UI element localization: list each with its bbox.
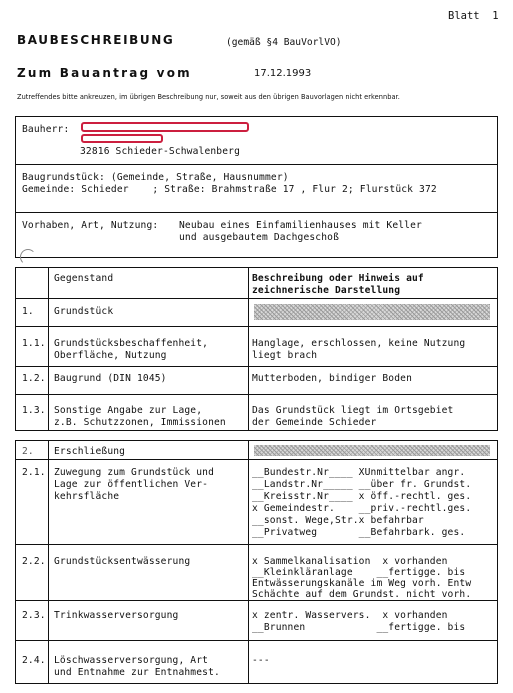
- row-subject: Baugrund (DIN 1045): [54, 373, 167, 384]
- checkbox-line: __Kreisstr.Nr____ x öff.-rechtl. ges.: [252, 491, 472, 502]
- row-subject: Grundstück: [54, 306, 114, 317]
- hatched-field: [254, 445, 490, 456]
- checkbox-line: __Brunnen __fertigge. bis: [252, 622, 466, 633]
- applicant-city: 32816 Schieder-Schwalenberg: [80, 146, 240, 157]
- row-divider: [15, 640, 498, 641]
- row-subject: Erschließung: [54, 446, 126, 457]
- row-number: 2.2.: [22, 556, 46, 567]
- checkbox-line: __Kleinkläranlage __fertigge. bis: [252, 567, 466, 578]
- checkbox-line: x Gemeindestr. __priv.-rechtl.ges.: [252, 503, 472, 514]
- row-subject: Oberfläche, Nutzung: [54, 350, 167, 361]
- row-subject: Grundstücksbeschaffenheit,: [54, 338, 209, 349]
- page-number: Blatt 1: [448, 10, 499, 22]
- row-subject: und Entnahme zur Entnahmest.: [54, 667, 220, 678]
- row-subject: Grundstücksentwässerung: [54, 556, 191, 567]
- row-number: 2.3.: [22, 610, 46, 621]
- plot-details: Gemeinde: Schieder ; Straße: Brahmstraße 17 , Flur 2; Flurstück 372: [22, 184, 437, 195]
- row-number: 1.1.: [22, 338, 46, 349]
- scan-mark: [20, 249, 36, 265]
- plot-label: Baugrundstück: (Gemeinde, Straße, Hausnummer): [22, 172, 289, 183]
- checkbox-line: __Privatweg __Befahrbark. ges.: [252, 527, 466, 538]
- checkbox-line: __Bundestr.Nr____ XUnmittelbar angr.: [252, 467, 466, 478]
- row-subject: Löschwasserversorgung, Art: [54, 655, 209, 666]
- column-header-subject: Gegenstand: [54, 273, 114, 284]
- row-divider: [15, 459, 498, 460]
- applicant-label: Bauherr:: [22, 124, 70, 135]
- column-divider: [48, 267, 49, 431]
- checkbox-line: x zentr. Wasservers. x vorhanden: [252, 610, 448, 621]
- column-header-description-line-2: zeichnerische Darstellung: [252, 285, 401, 296]
- row-description: Schächte auf dem Grundst. nicht vorh.: [252, 589, 472, 600]
- column-divider: [48, 440, 49, 684]
- row-description: der Gemeinde Schieder: [252, 417, 377, 428]
- column-divider: [248, 440, 249, 684]
- row-number: 1.2.: [22, 373, 46, 384]
- row-description: ---: [252, 655, 270, 666]
- row-subject: Trinkwasserversorgung: [54, 610, 179, 621]
- row-subject: Zuwegung zum Grundstück und: [54, 467, 214, 478]
- row-number: 1.3.: [22, 405, 46, 416]
- row-description: Hanglage, erschlossen, keine Nutzung: [252, 338, 466, 349]
- redacted-address: [81, 134, 163, 143]
- column-divider: [248, 267, 249, 431]
- checkbox-line: __sonst. Wege,Str.x befahrbar: [252, 515, 424, 526]
- row-divider: [15, 298, 498, 299]
- row-number: 1.: [22, 306, 34, 317]
- document-title: BAUBESCHREIBUNG: [17, 33, 175, 47]
- row-subject: Sonstige Angabe zur Lage,: [54, 405, 203, 416]
- row-description: liegt brach: [252, 350, 318, 361]
- project-label: Vorhaben, Art, Nutzung:: [22, 220, 159, 231]
- row-divider: [15, 600, 498, 601]
- project-description-line-1: Neubau eines Einfamilienhauses mit Keller: [179, 220, 422, 231]
- application-date: 17.12.1993: [254, 68, 312, 79]
- row-subject: kehrsfläche: [54, 491, 120, 502]
- row-number: 2.4.: [22, 655, 46, 666]
- column-header-description: Beschreibung oder Hinweis auf: [252, 273, 424, 284]
- document-subtitle: Zum Bauantrag vom: [17, 66, 192, 80]
- checkbox-line: x Sammelkanalisation x vorhanden: [252, 556, 448, 567]
- redacted-name: [81, 122, 249, 132]
- divider: [15, 212, 498, 213]
- project-description-line-2: und ausgebautem Dachgeschoß: [179, 232, 339, 243]
- row-subject: z.B. Schutzzonen, Immissionen: [54, 417, 226, 428]
- row-divider: [15, 394, 498, 395]
- row-number: 2.: [22, 446, 34, 457]
- checkbox-line: __Landstr.Nr_____ __über fr. Grundst.: [252, 479, 472, 490]
- hatched-field: [254, 304, 490, 320]
- row-description: Entwässerungskanäle im Weg vorh. Entw: [252, 578, 472, 589]
- row-divider: [15, 544, 498, 545]
- row-number: 2.1.: [22, 467, 46, 478]
- divider: [15, 164, 498, 165]
- row-description: Das Grundstück liegt im Ortsgebiet: [252, 405, 454, 416]
- instruction-text: Zutreffendes bitte ankreuzen, im übrigen Beschreibung nur, soweit aus den übrigen Bauvorlagen nicht erkennbar.: [17, 93, 400, 101]
- row-description: Mutterboden, bindiger Boden: [252, 373, 412, 384]
- row-divider: [15, 326, 498, 327]
- row-divider: [15, 366, 498, 367]
- document-title-reference: (gemäß §4 BauVorlVO): [226, 37, 342, 48]
- row-subject: Lage zur öffentlichen Ver-: [54, 479, 209, 490]
